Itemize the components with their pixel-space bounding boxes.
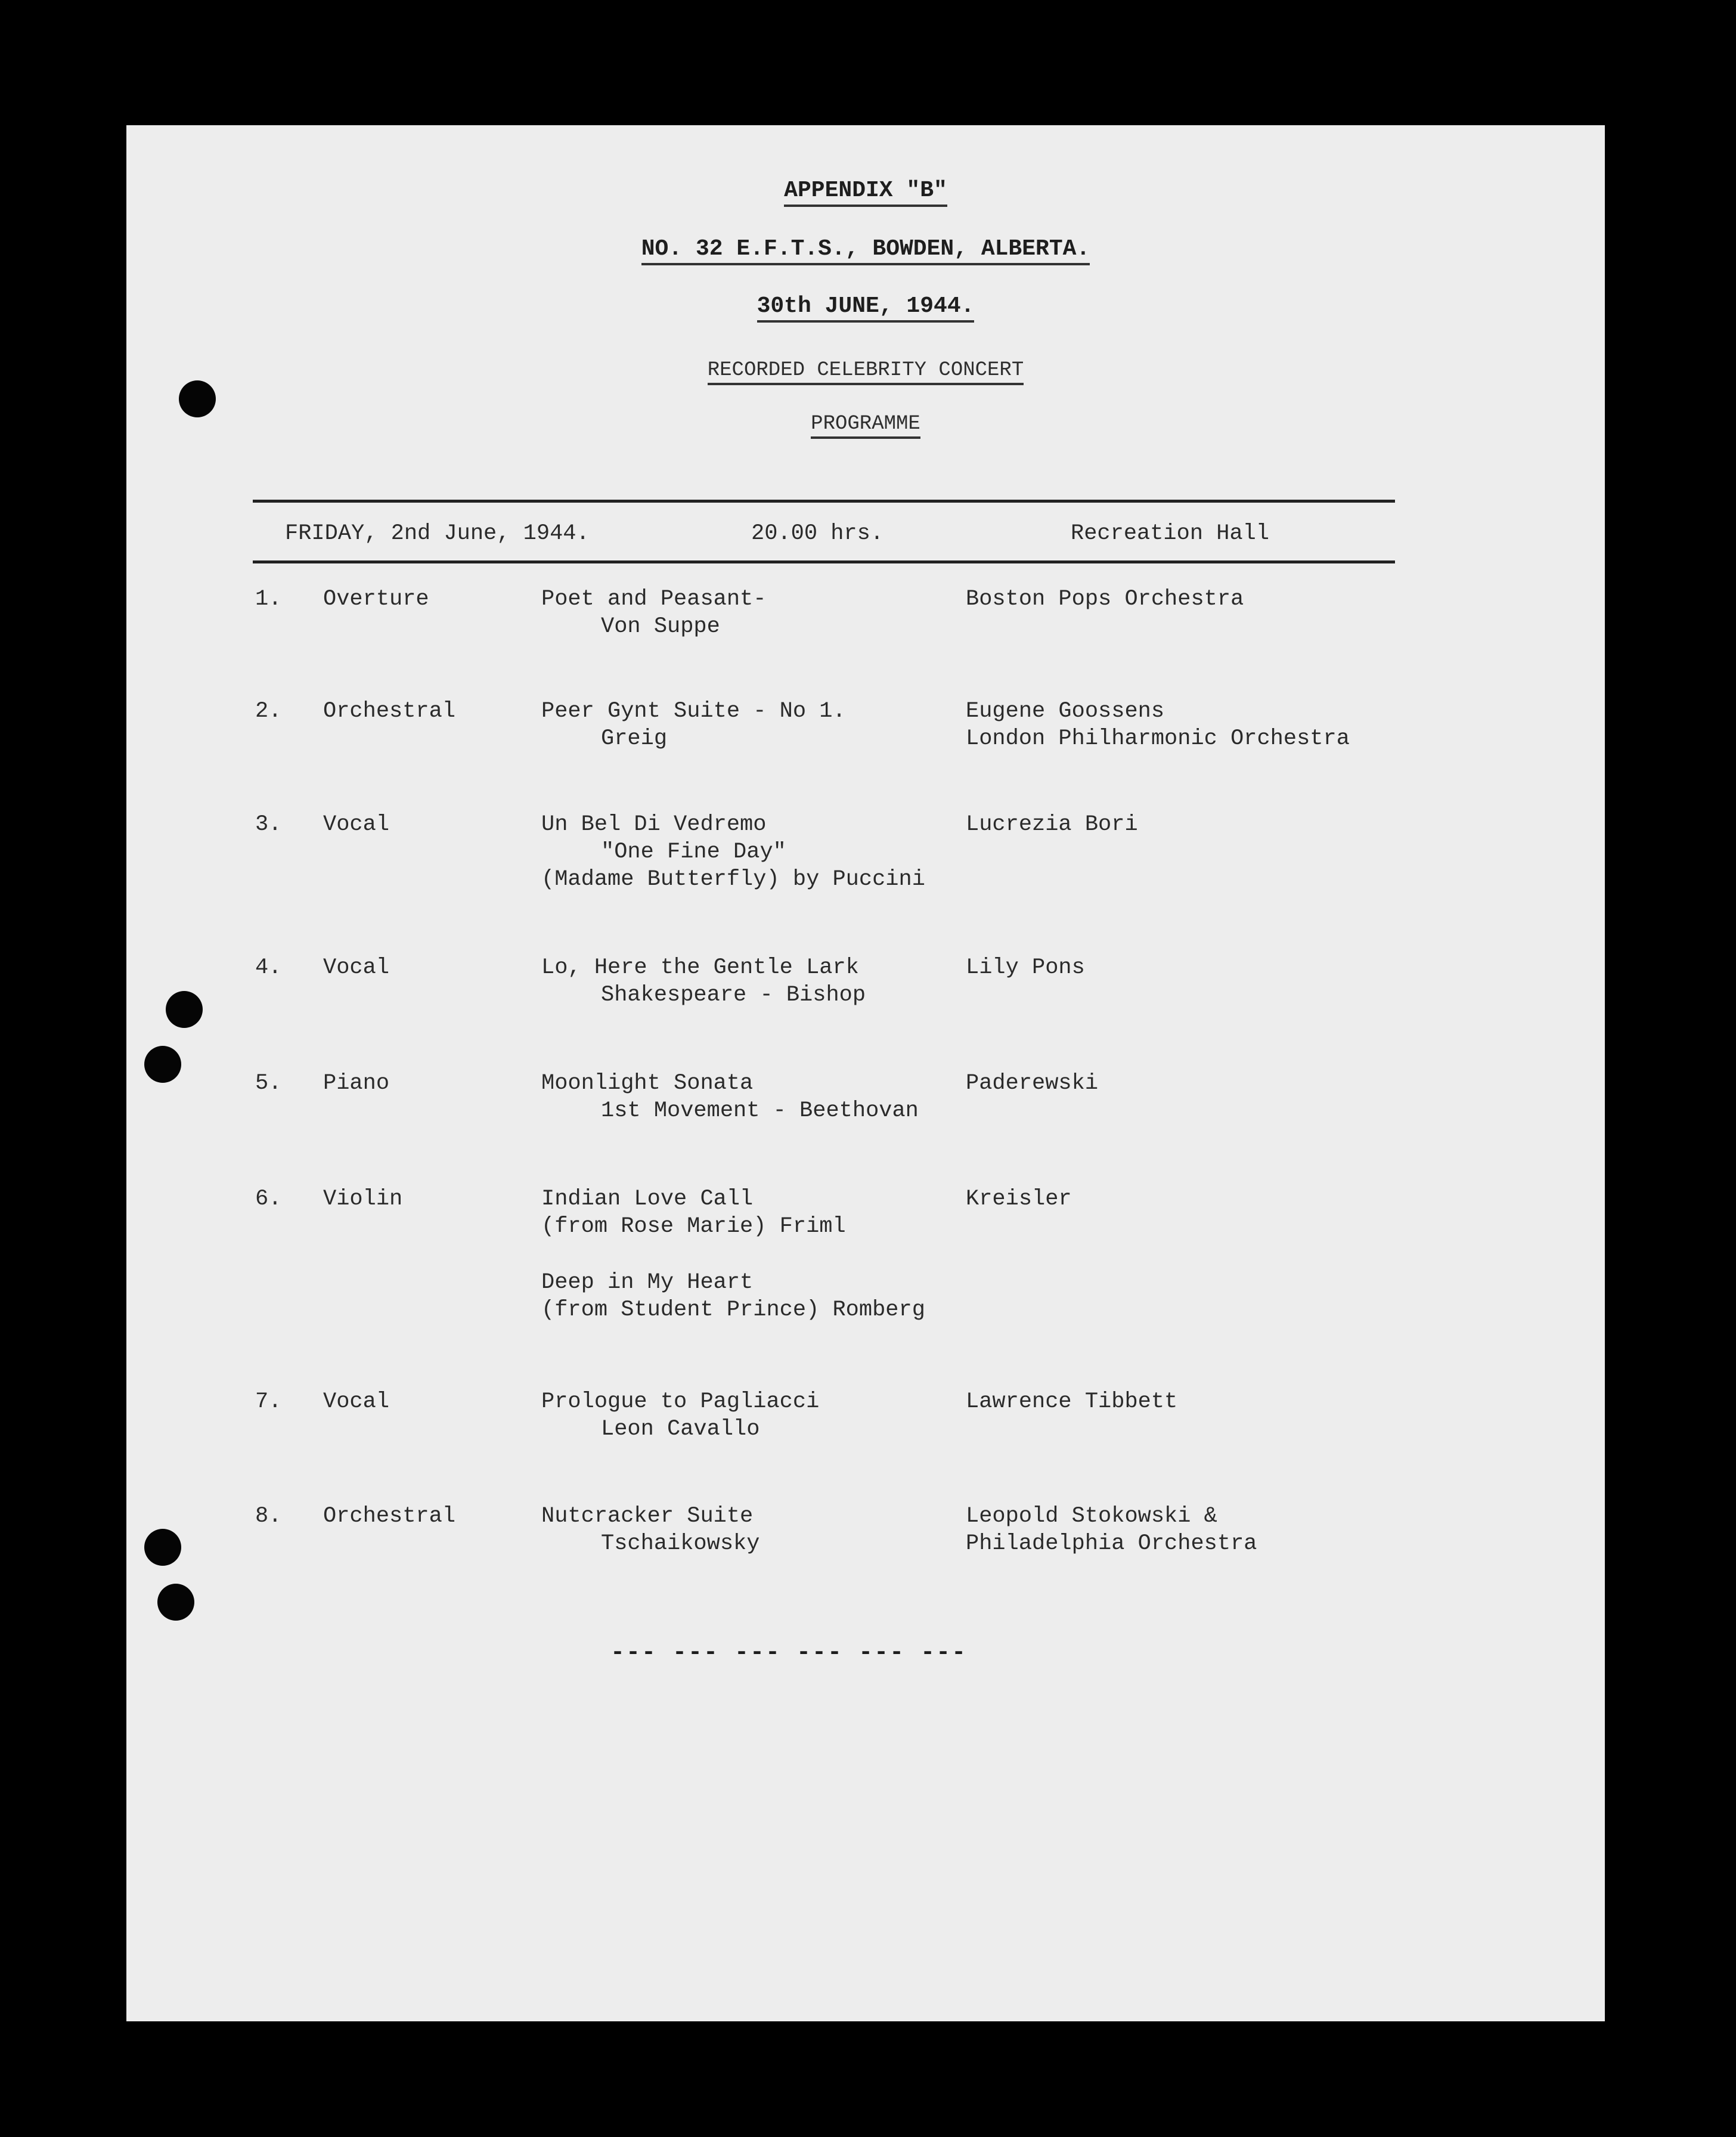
item-work-line: Deep in My Heart [541,1270,754,1295]
item-work-line: 1st Movement - Beethovan [601,1098,919,1123]
punch-hole [144,1046,181,1083]
item-performer-line: Leopold Stokowski & [966,1504,1217,1529]
item-number: 1. [255,587,282,612]
item-category: Violin [323,1187,403,1212]
item-work-line: Nutcracker Suite [541,1504,754,1529]
item-performer-line: Boston Pops Orchestra [966,587,1244,612]
item-category: Orchestral [323,699,456,724]
item-work-line: Lo, Here the Gentle Lark [541,955,859,980]
item-category: Overture [323,587,429,612]
item-work-line: Indian Love Call [541,1187,754,1212]
item-work-line: Shakespeare - Bishop [601,983,866,1008]
item-work-line: Peer Gynt Suite - No 1. [541,699,846,724]
item-number: 2. [255,699,282,724]
event-title: RECORDED CELEBRITY CONCERT [126,359,1605,382]
info-time: 20.00 hrs. [751,521,884,546]
item-number: 5. [255,1071,282,1096]
item-category: Piano [323,1071,390,1096]
punch-hole [166,991,203,1028]
item-performer-line: Lawrence Tibbett [966,1389,1178,1414]
item-work-line: Leon Cavallo [601,1417,760,1442]
end-marker: --- --- --- --- --- --- [610,1640,968,1667]
item-work-line: Prologue to Pagliacci [541,1389,820,1414]
item-work-line: Un Bel Di Vedremo [541,812,767,837]
item-number: 6. [255,1187,282,1212]
item-category: Vocal [323,1389,390,1414]
item-number: 4. [255,955,282,980]
item-performer-line: Eugene Goossens [966,699,1165,724]
item-category: Orchestral [323,1504,456,1529]
punch-hole [157,1584,194,1621]
unit-title: NO. 32 E.F.T.S., BOWDEN, ALBERTA. [126,236,1605,262]
item-performer-line: London Philharmonic Orchestra [966,726,1350,751]
item-work-line: Poet and Peasant- [541,587,767,612]
info-day-date: FRIDAY, 2nd June, 1944. [285,521,590,546]
item-number: 8. [255,1504,282,1529]
item-work-line: (from Student Prince) Romberg [541,1297,925,1323]
item-performer-line: Paderewski [966,1071,1099,1096]
item-work-line: Tschaikowsky [601,1531,760,1556]
item-performer-line: Kreisler [966,1187,1072,1212]
item-work-line: Greig [601,726,668,751]
item-category: Vocal [323,955,390,980]
item-work-line: (from Rose Marie) Friml [541,1214,846,1239]
punch-hole [144,1529,181,1566]
item-performer-line: Philadelphia Orchestra [966,1531,1257,1556]
date-title: 30th JUNE, 1944. [126,293,1605,319]
item-work-line: (Madame Butterfly) by Puccini [541,867,925,892]
document-page [126,125,1605,2021]
item-work-line: Moonlight Sonata [541,1071,754,1096]
item-work-line: Von Suppe [601,614,720,639]
info-venue: Recreation Hall [1071,521,1270,546]
punch-hole [179,380,216,417]
item-performer-line: Lucrezia Bori [966,812,1138,837]
item-work-line: "One Fine Day" [601,840,786,865]
bottom-rule [253,560,1395,563]
top-rule [253,500,1395,503]
item-number: 7. [255,1389,282,1414]
item-number: 3. [255,812,282,837]
programme-title: PROGRAMME [126,413,1605,435]
item-category: Vocal [323,812,390,837]
item-performer-line: Lily Pons [966,955,1085,980]
appendix-title: APPENDIX "B" [126,178,1605,203]
